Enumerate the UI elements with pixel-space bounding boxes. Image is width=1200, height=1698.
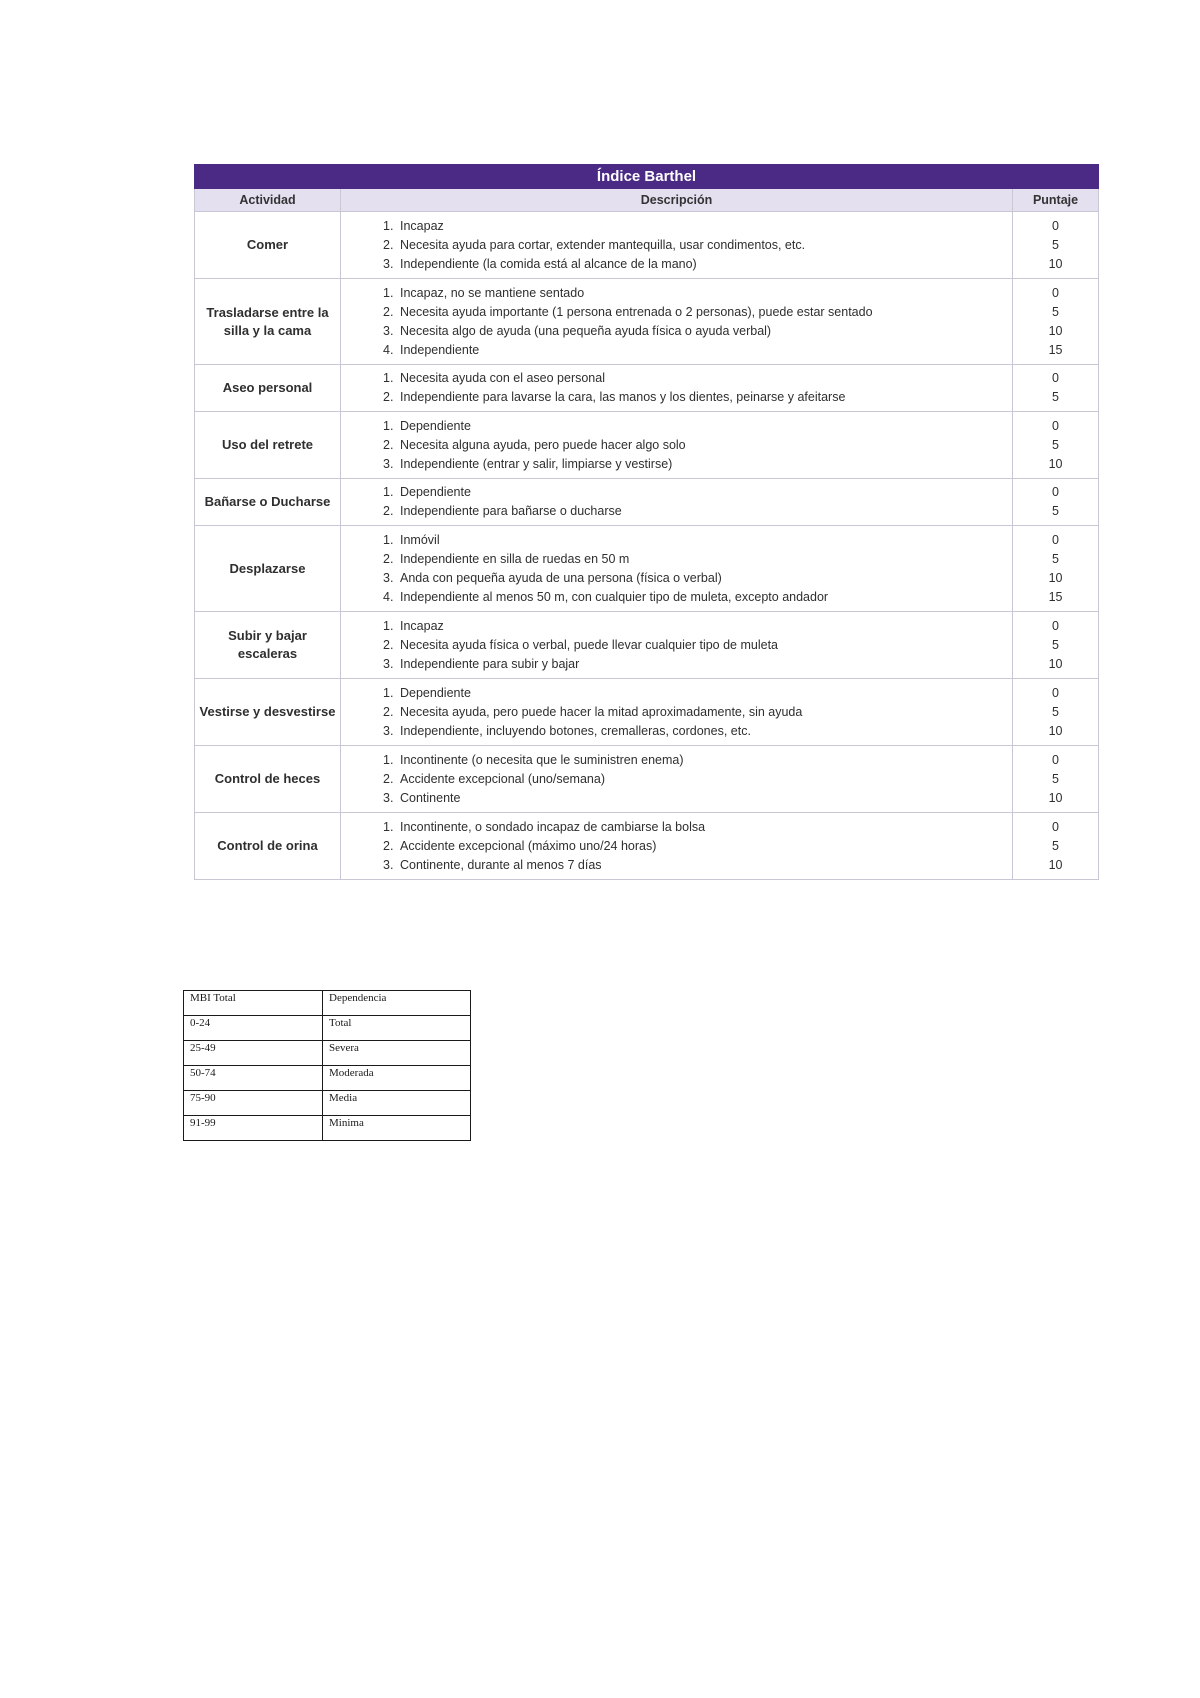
activity-cell: Trasladarse entre la silla y la cama [195, 279, 341, 365]
description-item: 2. Necesita ayuda para cortar, extender mantequilla, usar condimentos, etc. [383, 237, 806, 252]
score-cell [1013, 612, 1099, 679]
score-value: 10 [1048, 857, 1063, 872]
description-cell [341, 612, 1013, 679]
score-cell [1013, 279, 1099, 365]
score-value: 10 [1048, 256, 1063, 271]
score-value: 10 [1048, 790, 1063, 805]
score-value: 5 [1052, 637, 1059, 652]
mbi-row [184, 1041, 471, 1066]
description-item: 4. Independiente [383, 342, 480, 357]
score-value: 0 [1052, 218, 1059, 233]
score-value: 0 [1052, 685, 1059, 700]
description-item: 1. Necesita ayuda con el aseo personal [383, 371, 605, 385]
description-item: 1. Incapaz [383, 218, 444, 233]
score-value: 0 [1052, 618, 1059, 633]
activity-cell: Uso del retrete [195, 412, 341, 479]
score-cell [1013, 479, 1099, 526]
description-list [383, 617, 1006, 674]
table-row [195, 746, 1099, 813]
activity-cell: Control de orina [195, 813, 341, 880]
mbi-row [184, 1016, 471, 1041]
description-item: 1. Dependiente [383, 485, 471, 499]
mbi-dependency-cell: Total [323, 1016, 471, 1041]
score-value: 5 [1052, 771, 1059, 786]
description-item: 3. Independiente, incluyendo botones, cremalleras, cordones, etc. [383, 723, 751, 738]
description-list [383, 483, 1006, 521]
table-row [195, 412, 1099, 479]
description-cell [341, 526, 1013, 612]
description-cell [341, 365, 1013, 412]
description-item: 3. Independiente (la comida está al alcance de la mano) [383, 256, 697, 271]
header-activity: Actividad [195, 189, 341, 212]
description-list [383, 818, 1006, 875]
score-value: 0 [1052, 418, 1059, 433]
description-item: 1. Incapaz, no se mantiene sentado [383, 285, 585, 300]
activity-cell: Subir y bajar escaleras [195, 612, 341, 679]
table-row [195, 612, 1099, 679]
description-cell [341, 746, 1013, 813]
barthel-index-table [194, 164, 1099, 880]
description-cell [341, 479, 1013, 526]
mbi-row [184, 1091, 471, 1116]
activity-cell: Comer [195, 212, 341, 279]
mbi-dependency-cell: Moderada [323, 1066, 471, 1091]
description-item: 3. Necesita algo de ayuda (una pequeña ayuda física o ayuda verbal) [383, 323, 772, 338]
table-row [195, 279, 1099, 365]
table-row [195, 212, 1099, 279]
description-item: 2. Accidente excepcional (uno/semana) [383, 771, 605, 786]
header-description: Descripción [341, 189, 1013, 212]
description-item: 1. Incapaz [383, 618, 444, 633]
mbi-range-cell: 25-49 [184, 1041, 323, 1066]
score-value: 10 [1048, 723, 1063, 738]
score-value: 5 [1052, 304, 1059, 319]
mbi-header-dependency: Dependencia [323, 991, 471, 1016]
description-list [383, 369, 1006, 407]
description-item: 1. Dependiente [383, 685, 471, 700]
mbi-range-cell: 50-74 [184, 1066, 323, 1091]
description-cell [341, 813, 1013, 880]
description-item: 3. Continente [383, 790, 461, 805]
description-item: 2. Independiente para lavarse la cara, las manos y los dientes, peinarse y afeitarse [383, 390, 846, 404]
description-item: 1. Incontinente, o sondado incapaz de cambiarse la bolsa [383, 819, 706, 834]
score-value: 5 [1052, 237, 1059, 252]
table-row [195, 679, 1099, 746]
description-item: 3. Continente, durante al menos 7 días [383, 857, 602, 872]
header-score: Puntaje [1013, 189, 1099, 212]
description-item: 2. Necesita ayuda importante (1 persona entrenada o 2 personas), puede estar sentado [383, 304, 873, 319]
description-cell [341, 412, 1013, 479]
description-list [383, 284, 1006, 360]
table-row [195, 365, 1099, 412]
score-value: 15 [1048, 342, 1063, 357]
description-cell [341, 212, 1013, 279]
mbi-row [184, 1066, 471, 1091]
mbi-dependency-table [183, 990, 471, 1141]
score-value: 10 [1048, 570, 1063, 585]
score-cell [1013, 365, 1099, 412]
activity-cell: Control de heces [195, 746, 341, 813]
score-value: 0 [1052, 752, 1059, 767]
score-cell [1013, 526, 1099, 612]
activity-cell: Aseo personal [195, 365, 341, 412]
description-item: 1. Inmóvil [383, 532, 440, 547]
score-value: 10 [1048, 656, 1063, 671]
score-value: 5 [1052, 704, 1059, 719]
description-item: 2. Independiente para bañarse o ducharse [383, 504, 622, 518]
table-title: Índice Barthel [195, 165, 1099, 189]
description-item: 3. Independiente para subir y bajar [383, 656, 580, 671]
mbi-dependency-cell: Media [323, 1091, 471, 1116]
score-value: 5 [1052, 551, 1059, 566]
mbi-range-cell: 0-24 [184, 1016, 323, 1041]
table-row [195, 813, 1099, 880]
score-cell [1013, 412, 1099, 479]
mbi-header-row [184, 991, 471, 1016]
score-value: 5 [1052, 838, 1059, 853]
score-value: 15 [1048, 589, 1063, 604]
score-value: 5 [1052, 504, 1059, 518]
description-list [383, 217, 1006, 274]
table-row [195, 526, 1099, 612]
description-list [383, 684, 1006, 741]
mbi-dependency-cell: Severa [323, 1041, 471, 1066]
description-item: 1. Incontinente (o necesita que le suministren enema) [383, 752, 684, 767]
score-value: 10 [1048, 323, 1063, 338]
description-item: 3. Anda con pequeña ayuda de una persona (física o verbal) [383, 570, 722, 585]
score-cell [1013, 212, 1099, 279]
description-item: 2. Necesita ayuda, pero puede hacer la mitad aproximadamente, sin ayuda [383, 704, 803, 719]
score-value: 5 [1052, 390, 1059, 404]
mbi-range-cell: 91-99 [184, 1116, 323, 1141]
score-value: 0 [1052, 285, 1059, 300]
activity-cell: Bañarse o Ducharse [195, 479, 341, 526]
score-cell [1013, 679, 1099, 746]
table-row [195, 479, 1099, 526]
score-value: 5 [1052, 437, 1059, 452]
description-cell [341, 279, 1013, 365]
mbi-header-total: MBI Total [184, 991, 323, 1016]
mbi-body [184, 991, 471, 1141]
barthel-body [195, 212, 1099, 880]
activity-cell: Desplazarse [195, 526, 341, 612]
mbi-row [184, 1116, 471, 1141]
description-list [383, 751, 1006, 808]
description-item: 2. Necesita ayuda física o verbal, puede llevar cualquier tipo de muleta [383, 637, 778, 652]
score-cell [1013, 746, 1099, 813]
description-item: 1. Dependiente [383, 418, 471, 433]
score-cell [1013, 813, 1099, 880]
description-item: 2. Necesita alguna ayuda, pero puede hacer algo solo [383, 437, 686, 452]
description-list [383, 531, 1006, 607]
description-item: 4. Independiente al menos 50 m, con cualquier tipo de muleta, excepto andador [383, 589, 829, 604]
score-value: 0 [1052, 819, 1059, 834]
score-value: 10 [1048, 456, 1063, 471]
description-item: 2. Independiente en silla de ruedas en 50 m [383, 551, 630, 566]
description-cell [341, 679, 1013, 746]
description-item: 3. Independiente (entrar y salir, limpiarse y vestirse) [383, 456, 673, 471]
mbi-range-cell: 75-90 [184, 1091, 323, 1116]
mbi-dependency-cell: Minima [323, 1116, 471, 1141]
activity-cell: Vestirse y desvestirse [195, 679, 341, 746]
description-list [383, 417, 1006, 474]
description-item: 2. Accidente excepcional (máximo uno/24 horas) [383, 838, 657, 853]
score-value: 0 [1052, 532, 1059, 547]
score-value: 0 [1052, 371, 1059, 385]
score-value: 0 [1052, 485, 1059, 499]
